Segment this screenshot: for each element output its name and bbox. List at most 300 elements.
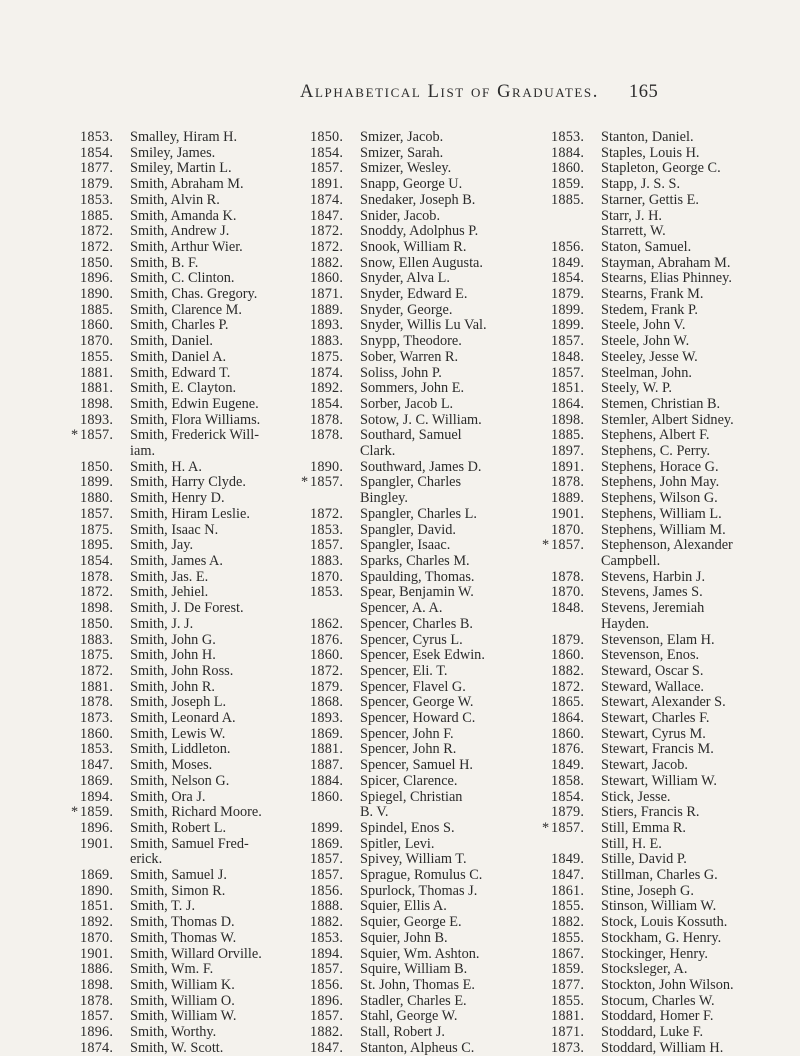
graduate-entry: [551, 648, 791, 664]
graduate-name: Smith, Thomas W.: [130, 929, 237, 946]
graduate-entry: [310, 507, 550, 523]
graduate-entry: [80, 727, 320, 743]
graduate-name: Smith, Samuel J.: [130, 867, 227, 884]
graduation-year: 1857.: [80, 505, 114, 522]
graduate-name: Spangler, Charles L.: [360, 505, 477, 522]
graduate-name: Stephens, William L.: [601, 505, 722, 522]
graduate-name: Smith, B. F.: [130, 254, 199, 271]
graduate-entry: [551, 695, 791, 711]
graduate-name: Spencer, Eli. T.: [360, 662, 448, 679]
graduate-name: Spencer, George W.: [360, 694, 474, 711]
graduation-year: 1879.: [310, 678, 344, 695]
graduate-entry: [310, 224, 550, 240]
graduation-year: 1867.: [551, 945, 585, 962]
graduate-name: Smith, Robert L.: [130, 819, 227, 836]
graduate-name: Spencer, Samuel H.: [360, 757, 473, 774]
graduation-year: 1870.: [80, 333, 114, 350]
graduate-name: Smith, Thomas D.: [130, 914, 235, 931]
graduate-name: Stevens, James S.: [601, 584, 703, 601]
graduate-name: Snider, Jacob.: [360, 207, 441, 224]
graduate-name: Snook, William R.: [360, 238, 467, 255]
graduate-name: Snow, Ellen Augusta.: [360, 254, 483, 271]
graduate-name: Spindel, Enos S.: [360, 819, 455, 836]
graduate-name: Smith, J. De Forest.: [130, 600, 244, 617]
graduation-year: 1878.: [551, 568, 585, 585]
graduate-name: Stevenson, Elam H.: [601, 631, 715, 648]
graduate-name: B. V.: [360, 804, 389, 821]
graduate-entry: [80, 350, 320, 366]
graduate-name: Staton, Samuel.: [601, 238, 692, 255]
graduate-name: Squire, William B.: [360, 961, 468, 978]
graduate-name: Smith, Isaac N.: [130, 521, 219, 538]
graduate-name: Smith, Worthy.: [130, 1024, 217, 1041]
graduate-name: Stick, Jesse.: [601, 788, 671, 805]
graduate-entry: [551, 837, 791, 853]
graduation-year: 1899.: [80, 474, 114, 491]
graduation-year: 1872.: [310, 505, 344, 522]
graduate-entry: [551, 742, 791, 758]
graduation-year: * 1859.: [71, 804, 114, 821]
graduate-name: Soliss, John P.: [360, 364, 442, 381]
graduation-year: 1881.: [310, 741, 344, 758]
graduation-year: 1850.: [80, 615, 114, 632]
graduate-name: Spear, Benjamin W.: [360, 584, 474, 601]
graduate-entry: [80, 899, 320, 915]
graduation-year: 1870.: [80, 929, 114, 946]
graduate-name: Smith, Flora Williams.: [130, 411, 261, 428]
graduate-entry: [80, 617, 320, 633]
graduate-entry: [310, 350, 550, 366]
graduate-name: Campbell.: [601, 552, 661, 569]
graduate-entry: [80, 271, 320, 287]
graduate-name: Spencer, Esek Edwin.: [360, 647, 485, 664]
graduate-entry: [551, 475, 791, 491]
graduate-entry: [80, 1041, 320, 1056]
graduate-name: Sober, Warren R.: [360, 348, 459, 365]
graduate-entry: [310, 852, 550, 868]
graduation-year: 1874.: [310, 191, 344, 208]
page-header: [0, 82, 800, 116]
graduate-entry: [551, 570, 791, 586]
graduate-name: Stephens, Horace G.: [601, 458, 719, 475]
graduate-name: Smith, John Ross.: [130, 662, 234, 679]
graduate-entry: [310, 758, 550, 774]
graduation-year: 1881.: [80, 380, 114, 397]
graduate-entry: [310, 523, 550, 539]
graduation-year: * 1857.: [71, 427, 114, 444]
graduate-entry: [80, 742, 320, 758]
graduate-name: Spicer, Clarence.: [360, 772, 458, 789]
graduate-name: Smith, Simon R.: [130, 882, 226, 899]
graduate-entry: [310, 774, 550, 790]
graduate-name: Spencer, John F.: [360, 725, 454, 742]
graduate-entry: [310, 444, 550, 460]
graduate-entry: [551, 146, 791, 162]
graduate-entry: [80, 491, 320, 507]
graduate-entry: [551, 1041, 791, 1056]
graduation-year: 1882.: [551, 662, 585, 679]
graduate-entry: [310, 790, 550, 806]
graduate-name: Smith, Edward T.: [130, 364, 231, 381]
graduate-name: Spangler, Isaac.: [360, 537, 451, 554]
graduate-name: Smith, Leonard A.: [130, 710, 236, 727]
graduation-year: 1890.: [80, 286, 114, 303]
graduate-entry: [551, 774, 791, 790]
graduate-name: Spencer, A. A.: [360, 600, 443, 617]
graduate-entry: [80, 240, 320, 256]
graduation-year: 1896.: [80, 1024, 114, 1041]
graduate-entry: [551, 366, 791, 382]
graduate-entry: [80, 695, 320, 711]
graduation-year: 1854.: [310, 395, 344, 412]
graduation-year: 1849.: [551, 757, 585, 774]
graduate-name: Stockton, John Wilson.: [601, 976, 734, 993]
graduation-year: 1891.: [551, 458, 585, 475]
graduate-entry: [551, 413, 791, 429]
graduate-entry: [80, 758, 320, 774]
graduate-entry: [310, 868, 550, 884]
graduate-name: Smith, W. Scott.: [130, 1039, 224, 1056]
graduation-year: 1869.: [80, 867, 114, 884]
graduate-name: Spencer, Charles B.: [360, 615, 473, 632]
graduation-year: 1884.: [551, 144, 585, 161]
graduate-entry: [310, 931, 550, 947]
graduate-name: Stewart, Jacob.: [601, 757, 688, 774]
graduation-year: 1875.: [80, 647, 114, 664]
graduate-name: Smith, Edwin Eugene.: [130, 395, 259, 412]
graduate-name: iam.: [130, 443, 156, 460]
graduation-year: 1882.: [310, 1024, 344, 1041]
graduate-name: Spencer, Flavel G.: [360, 678, 466, 695]
graduate-entry: [310, 837, 550, 853]
graduation-year: 1892.: [310, 380, 344, 397]
graduate-name: Stewart, William W.: [601, 772, 717, 789]
graduation-year: 1896.: [80, 819, 114, 836]
graduate-entry: [310, 303, 550, 319]
running-title: Alphabetical List of Graduates.: [300, 82, 599, 102]
graduate-name: Spencer, John R.: [360, 741, 457, 758]
graduation-year: * 1857.: [301, 474, 344, 491]
graduate-entry: [310, 1041, 550, 1056]
graduate-entry: [551, 962, 791, 978]
graduation-year: 1860.: [310, 647, 344, 664]
graduation-year: 1894.: [310, 945, 344, 962]
graduation-year: 1897.: [551, 443, 585, 460]
graduate-name: Smith, William W.: [130, 1008, 237, 1025]
graduation-year: 1879.: [551, 804, 585, 821]
graduation-year: 1886.: [80, 961, 114, 978]
graduation-year: 1847.: [310, 207, 344, 224]
graduate-name: Smith, E. Clayton.: [130, 380, 237, 397]
graduate-entry: [310, 821, 550, 837]
graduate-name: Hayden.: [601, 615, 650, 632]
graduation-year: 1872.: [80, 223, 114, 240]
graduate-entry: [310, 271, 550, 287]
graduate-entry: [551, 585, 791, 601]
graduate-name: Stephens, C. Perry.: [601, 443, 711, 460]
graduate-name: St. John, Thomas E.: [360, 976, 475, 993]
graduate-entry: [551, 256, 791, 272]
graduation-year: 1881.: [80, 364, 114, 381]
graduation-year: 1893.: [310, 317, 344, 334]
graduation-year: 1868.: [310, 694, 344, 711]
graduate-entry: [310, 915, 550, 931]
graduation-year: 1872.: [310, 662, 344, 679]
graduation-year: 1870.: [551, 521, 585, 538]
graduate-entry: [551, 428, 791, 444]
graduate-name: Stemler, Albert Sidney.: [601, 411, 734, 428]
graduate-entry: [80, 570, 320, 586]
graduate-entry: [80, 381, 320, 397]
graduate-name: Stanton, Daniel.: [601, 129, 694, 145]
graduation-year: 1853.: [80, 741, 114, 758]
graduation-year: 1874.: [80, 1039, 114, 1056]
graduate-name: Stemen, Christian B.: [601, 395, 721, 412]
graduate-entry: [551, 287, 791, 303]
graduate-entry: [310, 727, 550, 743]
graduate-name: Smith, Wm. F.: [130, 961, 214, 978]
graduate-entry: [80, 664, 320, 680]
graduation-year: 1892.: [80, 914, 114, 931]
graduate-name: Steeley, Jesse W.: [601, 348, 698, 365]
graduate-entry: [542, 819, 791, 837]
graduate-name: Spangler, David.: [360, 521, 456, 538]
graduate-name: Smith, Chas. Gregory.: [130, 286, 258, 303]
graduation-year: 1878.: [80, 568, 114, 585]
graduation-year: 1889.: [310, 301, 344, 318]
graduate-entry: [80, 994, 320, 1010]
graduate-entry: [551, 617, 791, 633]
graduate-entry: [551, 460, 791, 476]
graduate-entry: [80, 931, 320, 947]
graduate-name: Stayman, Abraham M.: [601, 254, 731, 271]
graduate-name: Snyder, Alva L.: [360, 270, 450, 287]
graduate-name: Smith, H. A.: [130, 458, 202, 475]
graduate-name: Stocksleger, A.: [601, 961, 688, 978]
graduation-year: 1872.: [80, 584, 114, 601]
graduation-year: 1878.: [551, 474, 585, 491]
graduate-name: Smizer, Sarah.: [360, 144, 444, 161]
graduation-year: 1883.: [310, 333, 344, 350]
graduate-entry: [551, 978, 791, 994]
graduation-year: 1876.: [310, 631, 344, 648]
graduation-year: 1877.: [80, 160, 114, 177]
graduate-name: Smith, James A.: [130, 552, 223, 569]
graduation-year: 1879.: [551, 631, 585, 648]
graduation-year: 1872.: [310, 238, 344, 255]
graduation-year: 1899.: [551, 301, 585, 318]
graduate-entry: [551, 523, 791, 539]
graduate-name: Smith, Nelson G.: [130, 772, 230, 789]
graduation-year: 1857.: [310, 1008, 344, 1025]
graduation-year: * 1857.: [542, 819, 585, 836]
graduation-year: 1885.: [551, 427, 585, 444]
graduation-year: 1883.: [310, 552, 344, 569]
graduate-name: erick.: [130, 851, 163, 868]
graduate-name: Stiers, Francis R.: [601, 804, 700, 821]
graduation-year: 1857.: [551, 364, 585, 381]
graduate-name: Stevenson, Enos.: [601, 647, 700, 664]
graduate-entry: [80, 413, 320, 429]
graduate-entry: [80, 397, 320, 413]
graduate-entry: [80, 460, 320, 476]
graduation-year: 1889.: [551, 490, 585, 507]
graduation-year: 1860.: [80, 725, 114, 742]
graduate-name: Steward, Oscar S.: [601, 662, 704, 679]
graduation-year: 1901.: [80, 945, 114, 962]
graduation-year: 1850.: [80, 458, 114, 475]
graduate-name: Smith, Daniel A.: [130, 348, 227, 365]
graduate-entry: [551, 884, 791, 900]
graduate-name: Steelman, John.: [601, 364, 692, 381]
graduate-name: Staples, Louis H.: [601, 144, 700, 161]
graduation-year: 1858.: [551, 772, 585, 789]
graduate-entry: [310, 130, 550, 146]
graduate-entry: [551, 947, 791, 963]
graduation-year: 1854.: [80, 144, 114, 161]
graduates-column-2: [301, 129, 550, 1056]
graduate-name: Still, Emma R.: [601, 819, 686, 836]
graduate-entry: [80, 303, 320, 319]
graduate-entry: [71, 427, 320, 444]
graduate-entry: [551, 318, 791, 334]
graduate-entry: [310, 318, 550, 334]
graduate-entry: [80, 947, 320, 963]
graduate-entry: [80, 962, 320, 978]
graduation-year: 1855.: [80, 348, 114, 365]
graduate-entry: [551, 303, 791, 319]
graduate-name: Sotow, J. C. William.: [360, 411, 482, 428]
graduate-name: Snyder, Willis Lu Val.: [360, 317, 487, 334]
graduate-name: Stephens, John May.: [601, 474, 720, 491]
graduation-year: 1869.: [310, 725, 344, 742]
graduate-entry: [80, 554, 320, 570]
graduate-name: Stockinger, Henry.: [601, 945, 708, 962]
graduation-year: 1853.: [551, 129, 585, 145]
graduate-entry: [310, 240, 550, 256]
graduation-year: 1856.: [310, 976, 344, 993]
graduate-entry: [551, 397, 791, 413]
graduation-year: 1872.: [80, 662, 114, 679]
graduate-name: Spurlock, Thomas J.: [360, 882, 478, 899]
graduate-name: Spiegel, Christian: [360, 788, 463, 805]
graduation-year: 1854.: [80, 552, 114, 569]
graduate-entry: [551, 381, 791, 397]
graduation-year: 1878.: [310, 411, 344, 428]
graduate-name: Smith, T. J.: [130, 898, 196, 915]
graduate-entry: [80, 209, 320, 225]
graduate-entry: [80, 146, 320, 162]
graduate-name: Stanton, Alpheus C.: [360, 1039, 475, 1056]
graduate-entry: [310, 884, 550, 900]
graduation-year: 1853.: [310, 521, 344, 538]
graduate-name: Steely, W. P.: [601, 380, 672, 397]
graduation-year: 1864.: [551, 395, 585, 412]
graduate-entry: [80, 1025, 320, 1041]
graduate-name: Stephens, Wilson G.: [601, 490, 718, 507]
graduation-year: 1901.: [80, 835, 114, 852]
graduate-entry: [80, 585, 320, 601]
graduate-entry: [551, 271, 791, 287]
graduate-name: Stinson, William W.: [601, 898, 717, 915]
graduate-entry: [80, 1009, 320, 1025]
graduate-entry: [551, 868, 791, 884]
graduate-entry: [310, 146, 550, 162]
graduation-year: 1851.: [551, 380, 585, 397]
graduate-name: Stall, Robert J.: [360, 1024, 445, 1041]
graduate-entry: [80, 161, 320, 177]
graduation-year: 1898.: [80, 395, 114, 412]
graduate-name: Stevens, Harbin J.: [601, 568, 706, 585]
graduation-year: 1872.: [551, 678, 585, 695]
graduate-entry: [310, 413, 550, 429]
graduate-entry: [551, 554, 791, 570]
graduation-year: 1869.: [80, 772, 114, 789]
graduation-year: 1890.: [310, 458, 344, 475]
graduate-entry: [310, 601, 550, 617]
graduate-entry: [80, 837, 320, 853]
graduation-year: 1878.: [310, 427, 344, 444]
graduate-name: Smith, Amanda K.: [130, 207, 237, 224]
graduate-entry: [310, 397, 550, 413]
graduate-name: Smith, Richard Moore.: [130, 804, 262, 821]
graduation-year: 1860.: [551, 160, 585, 177]
graduate-entry: [551, 664, 791, 680]
graduate-entry: [80, 790, 320, 806]
graduate-name: Smith, Jehiel.: [130, 584, 209, 601]
graduation-year: 1895.: [80, 537, 114, 554]
graduate-name: Stewart, Francis M.: [601, 741, 714, 758]
graduate-name: Snapp, George U.: [360, 176, 463, 193]
graduation-year: 1853.: [310, 584, 344, 601]
graduation-year: 1873.: [551, 1039, 585, 1056]
graduation-year: 1860.: [551, 725, 585, 742]
graduates-column-3: [542, 129, 791, 1056]
graduate-name: Smiley, James.: [130, 144, 216, 161]
graduate-name: Clark.: [360, 443, 396, 460]
graduation-year: 1857.: [551, 333, 585, 350]
graduation-year: 1901.: [551, 505, 585, 522]
graduate-entry: [310, 193, 550, 209]
graduate-name: Smith, Clarence M.: [130, 301, 242, 318]
graduate-name: Smith, Arthur Wier.: [130, 238, 243, 255]
graduate-entry: [80, 648, 320, 664]
graduate-name: Smith, Joseph L.: [130, 694, 227, 711]
graduate-name: Smith, Frederick Will-: [130, 427, 260, 444]
graduate-name: Stearns, Elias Phinney.: [601, 270, 732, 287]
graduate-entry: [310, 209, 550, 225]
graduate-entry: [551, 680, 791, 696]
graduate-entry: [310, 805, 550, 821]
graduate-entry: [310, 648, 550, 664]
graduation-year: 1877.: [551, 976, 585, 993]
graduation-year: 1881.: [551, 1008, 585, 1025]
graduate-entry: [80, 444, 320, 460]
graduation-year: 1880.: [80, 490, 114, 507]
graduate-name: Snyder, George.: [360, 301, 453, 318]
graduation-year: 1875.: [80, 521, 114, 538]
graduate-entry: [551, 507, 791, 523]
graduate-name: Starr, J. H.: [601, 207, 662, 224]
graduate-name: Smith, Lewis W.: [130, 725, 226, 742]
graduation-year: 1857.: [310, 537, 344, 554]
graduate-entry: [301, 474, 550, 491]
graduation-year: 1878.: [80, 992, 114, 1009]
graduate-name: Stadler, Charles E.: [360, 992, 467, 1009]
graduation-year: 1882.: [310, 914, 344, 931]
graduate-entry: [80, 915, 320, 931]
graduate-entry: [80, 884, 320, 900]
